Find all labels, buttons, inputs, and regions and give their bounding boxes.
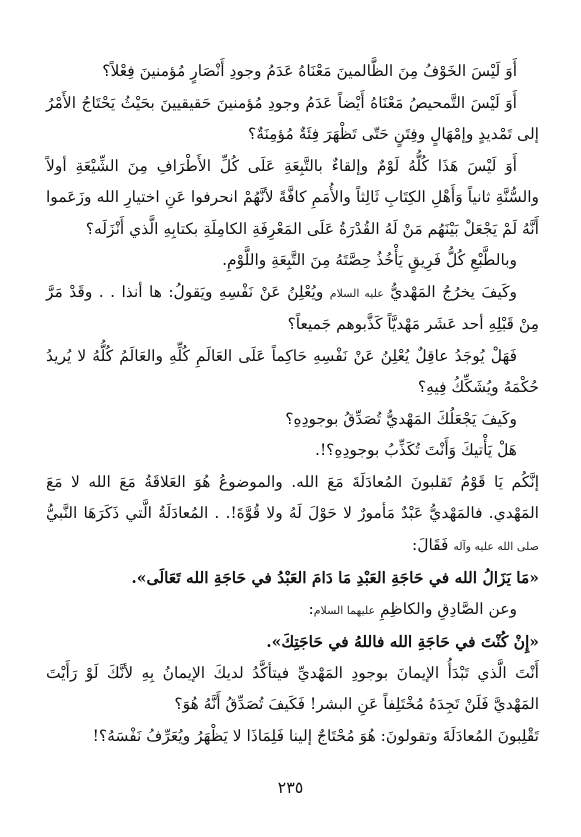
paragraph-text-before: إنَّكُم يَا قَوْمُ تَقلبونَ المُعادَلَةَ مَعَ الله. والموضوعُ هُوَ العَلاقَةُ مَعَ الله لا مَعَ المَهْدي. فالمَهْديُّ عَبْدٌ مَأمورٌ لا حَوْلَ لَهُ ولا قُوَّةَ!. . المُعادَلَةُ الَّتي ذَكَرَهَا النَّبيُّ	[46, 472, 539, 522]
page-number: ٢٣٥	[277, 778, 304, 797]
paragraph-text-after: :	[308, 599, 314, 618]
paragraph-text-before: وكَيفَ يخرُجُ المَهْديُّ	[383, 282, 517, 301]
paragraph-text-after: فَقَالَ:	[411, 535, 454, 554]
paragraph-purification: أَوَ لَيْسَ التَّمحيصُ مَعْنَاهُ أَيْضاً عَدَمُ وجودِ مُؤمنينَ حَقيقيينَ بحَيْثُ يَحْتَاجُ الأَمْرُ إلى تَمْديدٍ وإمْهَالٍ وفِتَنٍ حَتّى تَظْهَرَ فِئَةٌ مُؤمِنَةٌ؟	[46, 93, 539, 143]
paragraph-you-begin-faith: أَنْتَ الَّذي تَبْدَأُ الإيمانَ بوجودِ المَهْديِّ فيتأكَّدُ لديكَ الإيمانُ بِهِ لأنَّكَ لَوْ رَأَيْتَ المَهْديَّ فَلَنْ تَجِدَهُ مُخْتَلِفاً عَنِ البشر! فَكَيفَ تُصَدِّقُ أَنَّهُ هُوَ؟	[46, 663, 539, 713]
hadith-quote-prophet: «مَا يَزَالُ الله في حَاجَةِ العَبْدِ مَا دَامَ العَبْدُ في حَاجَةِ الله تَعَالَى».	[131, 568, 539, 587]
paragraph-share-of-blame: وبالطَّبْعِ كُلُّ فَرِيقٍ يَأْخُذُ حِصَّتَهُ مِنَ التَّبِعَةِ واللَّوْمِ.	[222, 251, 517, 269]
paragraph-denial-question: هَلْ يَأْتيكَ وَأَنْتَ تُكَذِّبُ بوجودِهِ؟!.	[315, 441, 517, 459]
paragraph-equation	[46, 467, 539, 563]
paragraph-sadiq-kazim	[46, 594, 539, 627]
paragraph-believe-question: وكَيفَ يَجْعَلُكَ المَهْديُّ تُصَدِّقُ بوجودِهِ؟	[285, 409, 517, 428]
blessing-glyph: عليه السلام	[329, 286, 384, 300]
paragraph-blame: أَوَ لَيْسَ هَذَا كُلُّهُ لَوْمٌ وإلقاءٌ بالتَّبِعَةِ عَلَى كُلِّ الأَطْرَافِ مِنَ الشِّيْعَةِ أولاً والسُّنَّةِ ثانياً وَأَهْلِ الكِتَابِ ثَالِثاً والأُمَمِ كافَّةً لأنَّهُمْ انحرفوا عَنِ اختيارِ الله وزَعَموا أَنَّهُ لَمْ يَجْعَلْ بَيْنَهُم مَنْ لَهُ القُدْرَةُ عَلَى المَعْرِفَةِ الكامِلَةِ بكتابِهِ الَّذي أَنْزَلَه؟	[46, 156, 539, 238]
paragraph-fear-of-oppressors: أَوَ لَيْسَ الخَوْفُ مِنَ الظَّالمينَ مَعْنَاهُ عَدَمُ وجودِ أَنْصَارٍ مُؤمنينَ فِعْلاً؟	[102, 62, 517, 80]
paragraph-text-after: ويُعْلِنُ عَنْ نَفْسِهِ ويَقولُ: ها أنذا . . وقَدْ مَرَّ مِنْ قَبْلِهِ أحد عَشَر مَهْديَّاً كَذَّبوهم جَميعاً؟	[46, 282, 539, 333]
paragraph-sane-person: فَهَلْ يُوجَدُ عاقِلٌ يُعْلِنُ عَنْ نَفْسِهِ حَاكِماً عَلَى العَالَمِ كُلِّهِ والعَالَمُ كُلُّهُ لا يُريدُ حُكْمَهُ ويُشَكِّكُ فِيهِ؟	[46, 346, 539, 396]
paragraph-how-mahdi-emerges	[46, 277, 539, 341]
paragraph-text-before: وعن الصَّادِقِ والكاظِمِ	[375, 599, 517, 618]
paragraph-flip-equation: تَقْلِبونَ المُعادَلَةَ وتقولونَ: هُوَ مُحْتَاجٌ إلينا فَلِمَاذَا لا يَظْهَرُ ويُعَرِّفُ نَفْسَهُ؟!	[92, 726, 539, 745]
blessing-glyph: عليهما السلام	[313, 603, 376, 617]
blessing-glyph: صلى الله عليه وآله	[453, 539, 539, 553]
hadith-quote-imams: «إِنْ كُنْتَ في حَاجَةِ الله فاللهُ في حَاجَتِكَ».	[266, 632, 539, 651]
